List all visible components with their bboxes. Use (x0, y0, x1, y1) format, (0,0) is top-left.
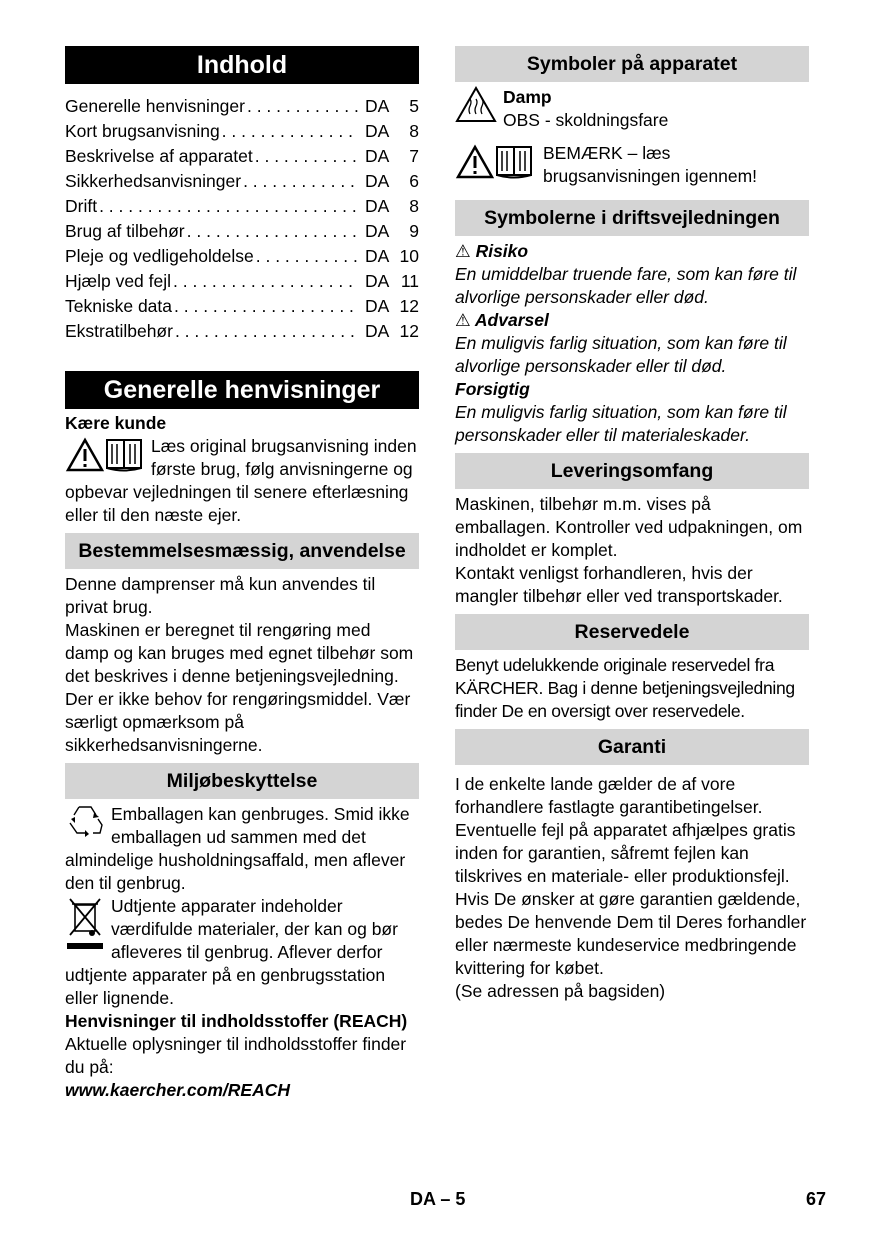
intended-use-p1: Denne damprenser må kun anvendes til privat brug. (65, 574, 376, 617)
toc-lang: DA (365, 221, 390, 241)
note-text: BEMÆRK – læs brugsanvisningen igennem! (543, 143, 758, 186)
delivery-p2: Kontakt venligst forhandleren, hvis der mangler tilbehør eller ved transportskader. (455, 563, 783, 606)
reach-heading: Henvisninger til indholdsstoffer (REACH) (65, 1011, 408, 1031)
toc-lang: DA (365, 196, 390, 216)
contents-heading: Indhold (65, 46, 419, 84)
delivery-heading: Leveringsomfang (455, 453, 809, 489)
toc-row[interactable] (65, 244, 419, 269)
toc-page: 10 (399, 246, 419, 266)
reach-text: Aktuelle oplysninger til indholdsstoffer finder du på: (65, 1034, 407, 1077)
intro-text: Læs original brugsanvisning inden første brug, følg anvisningerne og opbevar vejledningen til senere efterlæsning eller til den næste ejer. (65, 436, 417, 525)
toc-lang: DA (365, 271, 390, 291)
toc-page: 7 (409, 146, 419, 166)
footer-section-page: DA – 5 (410, 1189, 466, 1209)
toc-leader-dots (171, 269, 359, 294)
toc-title: Hjælp ved fejl (65, 271, 172, 291)
intended-use-p2: Maskinen er beregnet til rengøring med damp og kan bruges med egnet tilbehør som det beskrives i denne betjeningsvejledning. Der er ikke behov for rengøringsmiddel. Vær særligt opmærksom på sikkerhedsanvisningerne. (65, 620, 414, 755)
steam-text: OBS - skoldningsfare (503, 110, 669, 130)
toc-title: Brug af tilbehør (65, 221, 185, 241)
toc-leader-dots (185, 219, 359, 244)
delivery-p1: Maskinen, tilbehør m.m. vises på emballagen. Kontroller ved udpakningen, om indholdet er komplet. (455, 494, 803, 560)
toc-leader-dots (253, 144, 359, 169)
toc-title: Beskrivelse af apparatet (65, 146, 253, 166)
toc-title: Drift (65, 196, 98, 216)
warning-book-icon (455, 142, 535, 188)
toc-row[interactable] (65, 219, 419, 244)
toc-lang: DA (365, 96, 390, 116)
caution-text: En muligvis farlig situation, som kan føre til personskader eller til materialeskader. (455, 402, 787, 445)
toc-row[interactable] (65, 194, 419, 219)
toc-row[interactable] (65, 94, 419, 119)
caution-title: Forsigtig (455, 379, 530, 399)
toc-leader-dots (241, 169, 359, 194)
warranty-address: (Se adressen på bagsiden) (455, 981, 666, 1001)
steam-warning-icon (455, 86, 497, 132)
toc-row[interactable] (65, 144, 419, 169)
toc-row[interactable] (65, 319, 419, 344)
warning-book-icon (65, 435, 145, 475)
warning-title-row (455, 309, 809, 332)
spare-heading: Reservedele (455, 614, 809, 650)
env-recycle-text: Emballagen kan genbruges. Smid ikke emballagen ud sammen med det almindelige husholdningsaffald, men aflever den til genbrug. (65, 804, 410, 893)
spare-text: Benyt udelukkende originale reservedel fra KÄRCHER. Bag i denne betjeningsvejledning finder De en oversigt over reservedele. (455, 655, 795, 721)
toc-title: Ekstratilbehør (65, 321, 173, 341)
intro-block (65, 435, 419, 527)
toc-row[interactable] (65, 269, 419, 294)
toc-lang: DA (365, 121, 390, 141)
toc-lang: DA (365, 246, 390, 266)
toc-leader-dots (254, 244, 359, 269)
warning-title: Advarsel (474, 310, 549, 330)
toc-lang: DA (365, 171, 390, 191)
warning-text: En muligvis farlig situation, som kan føre til alvorlige personskader eller til død. (455, 333, 787, 376)
left-column (65, 46, 419, 1102)
intended-use-heading: Bestemmelsesmæssig, anvendelse (65, 533, 419, 569)
symbols-heading: Symboler på apparatet (455, 46, 809, 82)
right-column (455, 46, 809, 1003)
toc-title: Generelle henvisninger (65, 96, 245, 116)
toc-page: 8 (409, 196, 419, 216)
risk-warning-icon: ⚠ (455, 241, 471, 261)
warranty-text: I de enkelte lande gælder de af vore forhandlere fastlagte garantibetingelser. Eventuelle fejl på apparatet afhjælpes gratis inden for garantien, såfremt fejlen kan tilskrives en materiale- eller produktionsfejl. Hvis De ønsker at gøre garantien gældende, bedes De henvende Dem til Deres forhandler eller nærmeste kundeservice medbringende kvittering for købet. (455, 774, 807, 978)
general-heading: Generelle henvisninger (65, 371, 419, 409)
toc-page: 9 (409, 221, 419, 241)
risk-text: En umiddelbar truende fare, som kan føre til alvorlige personskader eller død. (455, 264, 797, 307)
risk-title-row (455, 240, 809, 263)
toc-title: Tekniske data (65, 296, 173, 316)
toc-lang: DA (365, 321, 390, 341)
toc-row[interactable] (65, 169, 419, 194)
toc-row[interactable] (65, 294, 419, 319)
advarsel-warning-icon: ⚠ (455, 310, 471, 330)
note-symbol-row (455, 142, 809, 188)
toc-title: Sikkerhedsanvisninger (65, 171, 242, 191)
crossed-bin-icon (65, 895, 105, 951)
reach-url-link[interactable]: www.kaercher.com/REACH (65, 1080, 290, 1100)
env-weee-block (65, 895, 419, 1010)
toc-row[interactable] (65, 119, 419, 144)
manual-symbols-heading: Symbolerne i driftsvejledningen (455, 200, 809, 236)
table-of-contents (65, 94, 419, 344)
env-heading: Miljøbeskyttelse (65, 763, 419, 799)
toc-leader-dots (172, 294, 359, 319)
toc-page: 5 (409, 96, 419, 116)
toc-page: 8 (409, 121, 419, 141)
toc-leader-dots (173, 319, 359, 344)
toc-page: 12 (399, 296, 419, 316)
toc-lang: DA (365, 296, 390, 316)
toc-leader-dots (220, 119, 359, 144)
env-weee-text: Udtjente apparater indeholder værdifulde materialer, der kan og bør afleveres til genbrug. Aflever derfor udtjente apparater på en genbrugsstation eller lignende. (65, 896, 398, 1008)
toc-page: 6 (409, 171, 419, 191)
toc-leader-dots (245, 94, 359, 119)
steam-symbol-row (455, 86, 809, 132)
footer-page-number: 67 (806, 1189, 827, 1209)
dear-customer: Kære kunde (65, 413, 167, 433)
env-recycle-block (65, 803, 419, 895)
toc-page: 12 (399, 321, 419, 341)
risk-title: Risiko (475, 241, 529, 261)
toc-lang: DA (365, 146, 390, 166)
warranty-heading: Garanti (455, 729, 809, 765)
toc-page: 11 (400, 271, 419, 291)
steam-title: Damp (503, 87, 552, 107)
toc-title: Kort brugsanvisning (65, 121, 220, 141)
toc-title: Pleje og vedligeholdelse (65, 246, 254, 266)
recycle-icon (65, 803, 105, 843)
toc-leader-dots (97, 194, 359, 219)
